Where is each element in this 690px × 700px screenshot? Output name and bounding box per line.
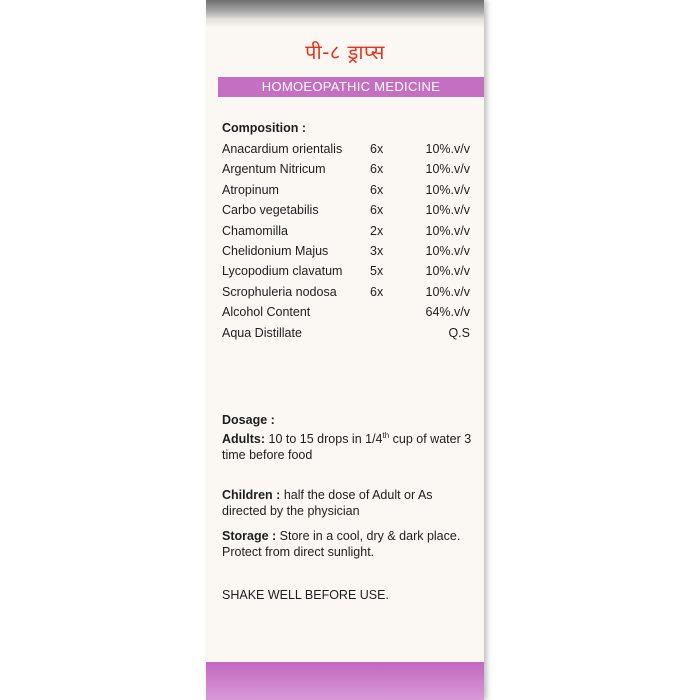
ingredient-potency: 6x (370, 203, 384, 218)
composition-section (222, 121, 474, 343)
ingredient-potency: 3x (370, 243, 384, 258)
adults-label: Adults: (222, 432, 266, 447)
adults-text-1: 10 to 15 drops in 1/4 (265, 432, 383, 447)
ingredient-name: Atropinum (222, 182, 279, 197)
composition-row (222, 261, 474, 281)
composition-row (222, 221, 474, 241)
ingredient-potency: 6x (370, 162, 384, 177)
composition-row (222, 180, 474, 200)
category-band: HOMOEOPATHIC MEDICINE (218, 77, 484, 97)
ingredient-concentration: 10%.v/v (425, 264, 470, 279)
box-top-shadow (206, 18, 484, 28)
ingredient-concentration: 10%.v/v (425, 284, 470, 299)
ingredient-potency: 6x (370, 284, 384, 299)
ingredient-concentration: 10%.v/v (425, 203, 470, 218)
shake-note: SHAKE WELL BEFORE USE. (222, 588, 389, 602)
composition-row (222, 323, 474, 343)
ingredient-name: Chamomilla (222, 223, 288, 238)
brand-title: पी-८ ड्राप्स (305, 40, 385, 64)
ingredient-potency: 6x (370, 142, 384, 156)
dosage-heading: Dosage : (222, 413, 275, 427)
ingredient-name: Alcohol Content (222, 305, 311, 320)
box-top-flap (206, 0, 484, 18)
ingredient-concentration: 10%.v/v (425, 243, 470, 258)
composition-row (222, 302, 474, 322)
composition-table (222, 139, 474, 343)
storage-label: Storage : (222, 529, 277, 543)
box-bottom-band (206, 662, 484, 700)
children-label: Children : (222, 488, 281, 502)
ingredient-potency: 6x (370, 182, 384, 197)
ingredient-concentration: 10%.v/v (425, 142, 470, 156)
ingredient-potency: 2x (370, 223, 384, 238)
children-section (222, 487, 472, 519)
ingredient-name: Lycopodium clavatum (222, 264, 343, 279)
ingredient-concentration: 10%.v/v (425, 223, 470, 238)
dosage-adults (222, 428, 472, 463)
composition-row (222, 159, 474, 179)
composition-heading: Composition : (222, 121, 307, 135)
composition-row (222, 282, 474, 302)
adults-sup: th (382, 431, 390, 440)
ingredient-name: Scrophuleria nodosa (222, 284, 337, 299)
composition-row (222, 241, 474, 261)
children-text: half the dose of Adult or As directed by the physician (222, 488, 433, 518)
composition-row (222, 200, 474, 220)
medicine-box-side-panel (206, 0, 484, 700)
ingredient-concentration: 10%.v/v (425, 182, 470, 197)
adults-text-2: cup of water 3 time before food (222, 432, 472, 463)
ingredient-name: Aqua Distillate (222, 325, 302, 340)
composition-row (222, 139, 474, 159)
ingredient-concentration: 10%.v/v (425, 162, 470, 177)
ingredient-name: Carbo vegetabilis (222, 203, 319, 218)
ingredient-concentration: Q.S (448, 325, 470, 340)
ingredient-concentration: 64%.v/v (425, 305, 470, 320)
dosage-section (222, 412, 472, 463)
ingredient-name: Anacardium orientalis (222, 142, 343, 156)
ingredient-name: Chelidonium Majus (222, 243, 329, 258)
ingredient-potency: 5x (370, 264, 384, 279)
storage-text: Store in a cool, dry & dark place. Protect from direct sunlight. (222, 529, 461, 559)
ingredient-name: Argentum Nitricum (222, 162, 326, 177)
storage-section (222, 528, 472, 560)
